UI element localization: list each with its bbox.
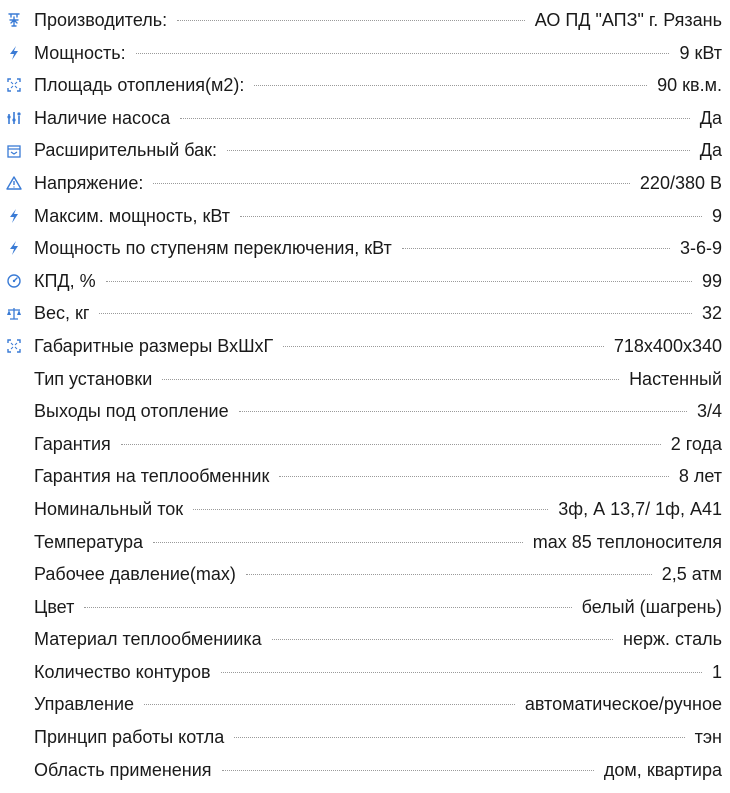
dotted-leader [234,737,684,738]
spec-row [0,200,730,233]
spec-row [0,167,730,200]
spec-value: 99 [701,270,722,291]
spec-row [0,69,730,102]
dotted-leader [153,542,523,543]
spec-row [0,656,730,689]
spec-value: 9 [711,205,722,226]
dotted-leader [193,509,548,510]
dotted-leader [153,183,630,184]
lightning-icon [6,45,22,61]
spec-label: Наличие насоса [34,107,171,128]
pump-icon [6,110,22,126]
spec-label: Вес, кг [34,303,90,324]
spec-row [0,395,730,428]
spec-label: Температура [34,531,144,552]
spec-value: 718х400х340 [613,335,722,356]
factory-icon [6,12,22,28]
spec-label: Выходы под отопление [34,401,229,422]
spec-label: Гарантия на теплообменник [34,466,270,487]
spec-label: Гарантия [34,433,111,454]
spec-label: Количество контуров [34,661,211,682]
spec-row [0,297,730,330]
dotted-leader [144,704,515,705]
spec-value: автоматическое/ручное [524,694,722,715]
dotted-leader [240,216,702,217]
area-icon [6,338,22,354]
spec-label: Принцип работы котла [34,727,225,748]
gauge-icon [6,273,22,289]
spec-value: белый (шагрень) [581,596,722,617]
area-icon [6,77,22,93]
spec-value: 220/380 В [639,172,722,193]
spec-label: Максим. мощность, кВт [34,205,231,226]
spec-row [0,4,730,37]
spec-row [0,363,730,396]
spec-label: Область применения [34,759,212,780]
lightning-icon [6,240,22,256]
spec-row [0,591,730,624]
dotted-leader [254,85,647,86]
spec-row [0,37,730,70]
spec-row [0,265,730,298]
dotted-leader [177,20,525,21]
dotted-leader [121,444,661,445]
dotted-leader [272,639,613,640]
spec-value: max 85 теплоносителя [532,531,722,552]
dotted-leader [283,346,604,347]
spec-row [0,721,730,754]
spec-value: Да [699,140,722,161]
spec-label: Мощность: [34,42,126,63]
spec-value: 32 [701,303,722,324]
spec-label: Цвет [34,596,75,617]
dotted-leader [222,770,594,771]
dotted-leader [279,476,668,477]
spec-value: тэн [694,727,722,748]
spec-row [0,558,730,591]
spec-value: 8 лет [678,466,722,487]
spec-label: Производитель: [34,10,168,30]
spec-value: 1 [711,661,722,682]
spec-row [0,493,730,526]
spec-label: Расширительный бак: [34,140,218,161]
spec-label: Габаритные размеры ВхШхГ [34,335,274,356]
spec-value: 2 года [670,433,722,454]
dotted-leader [136,53,670,54]
dotted-leader [221,672,702,673]
spec-row [0,330,730,363]
spec-label: Рабочее давление(max) [34,564,236,585]
spec-label: Мощность по ступеням переключения, кВт [34,238,392,259]
spec-value: дом, квартира [603,759,722,780]
spec-value: 2,5 атм [661,564,722,585]
dotted-leader [84,607,571,608]
dotted-leader [246,574,652,575]
dotted-leader [180,118,690,119]
spec-row [0,688,730,721]
spec-row [0,134,730,167]
spec-row [0,526,730,559]
spec-row [0,428,730,461]
spec-label: Напряжение: [34,172,144,193]
scales-icon [6,306,22,322]
spec-row [0,102,730,135]
spec-label: Материал теплообмениика [34,629,262,650]
spec-label: Номинальный ток [34,498,184,519]
spec-label: Управление [34,694,135,715]
spec-value: 3ф, А 13,7/ 1ф, А41 [558,498,722,519]
spec-label: Тип установки [34,368,153,389]
dotted-leader [227,150,690,151]
spec-label: КПД, % [34,270,96,291]
voltage-icon [6,175,22,191]
dotted-leader [402,248,670,249]
spec-row [0,232,730,265]
spec-row [0,754,730,787]
spec-row [0,623,730,656]
dotted-leader [99,313,692,314]
dotted-leader [239,411,687,412]
spec-value: 3/4 [696,401,722,422]
dotted-leader [162,379,619,380]
spec-value: 3-6-9 [679,238,722,259]
spec-value: АО ПД "АПЗ" г. Рязань [534,10,722,30]
spec-value: Да [699,107,722,128]
spec-label: Площадь отопления(м2): [34,75,245,96]
dotted-leader [106,281,692,282]
spec-value: 90 кв.м. [657,75,722,96]
spec-value: нерж. сталь [623,629,722,650]
spec-value: Настенный [629,368,722,389]
tank-icon [6,143,22,159]
lightning-icon [6,208,22,224]
spec-row [0,460,730,493]
spec-value: 9 кВт [679,42,722,63]
